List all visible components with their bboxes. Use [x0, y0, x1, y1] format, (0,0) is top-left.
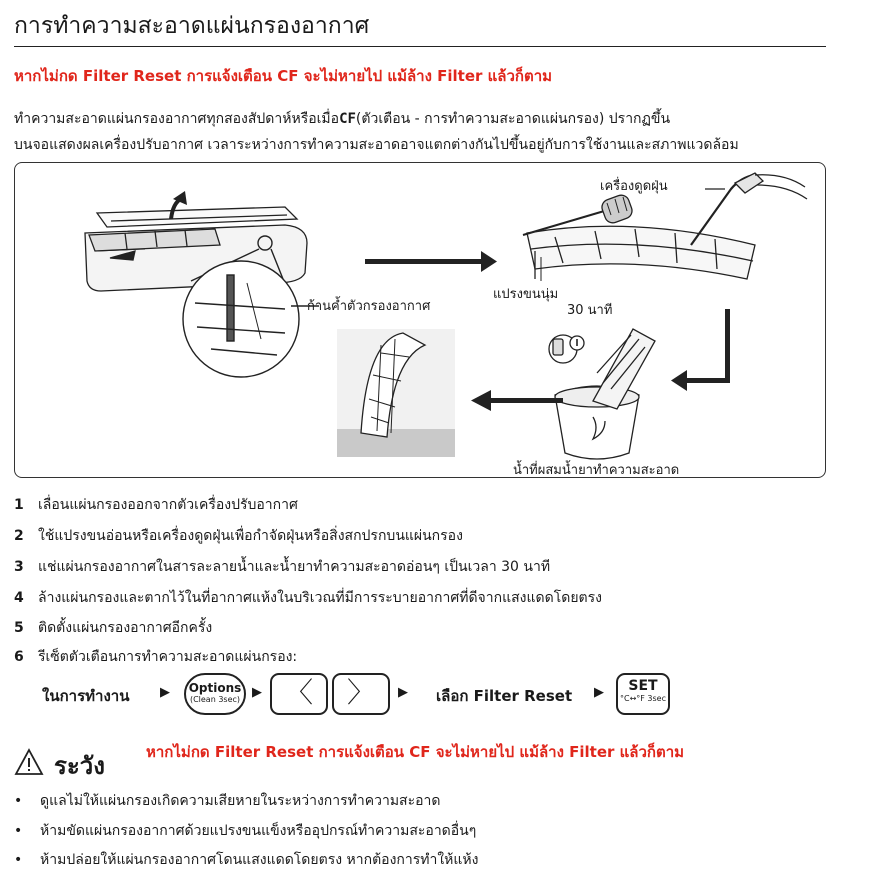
- filter-reset-sequence: [42, 672, 682, 716]
- support-arm-label: ก้านค้ำตัวกรองอากาศ: [307, 299, 431, 314]
- step-text: ล้างแผ่นกรองและตากไว้ในที่อากาศแห้งในบริเวณที่มีการระบายอากาศที่ดีจากแสงแดดโดยตรง: [38, 590, 602, 606]
- caution-item-text: ห้ามขัดแผ่นกรองอากาศด้วยแปรงขนแข็งหรืออุปกรณ์ทำความสะอาดอื่นๆ: [40, 823, 477, 839]
- step-text: ติดตั้งแผ่นกรองอากาศอีกครั้ง: [38, 620, 213, 636]
- left-button[interactable]: [270, 673, 328, 715]
- arrow-down-right-icon: [671, 309, 730, 391]
- options-button-label: Options: [188, 681, 242, 695]
- select-filter-reset-label: เลือก Filter Reset: [436, 687, 573, 705]
- caution-heading: ระวัง: [54, 751, 105, 780]
- step-number: 5: [14, 620, 24, 636]
- set-button-label: SET: [628, 678, 658, 694]
- options-button-sub: (Clean 3sec): [189, 695, 241, 704]
- step-item: [14, 587, 602, 609]
- chevron-right-icon: 〉: [346, 676, 375, 709]
- step-number: 2: [14, 528, 24, 544]
- bucket-soaking-illustration: [549, 329, 655, 459]
- play-arrow-icon: ▶: [160, 685, 170, 700]
- vacuum-label: เครื่องดูดฝุ่น: [600, 179, 668, 194]
- step-item: [14, 617, 212, 639]
- intro-text-part2: (ตัวเตือน - การทำความสะอาดแผ่นกรอง) ปรากฏขึ้น: [355, 111, 671, 127]
- intro-paragraph: [14, 106, 834, 158]
- during-operation-label: ในการทำงาน: [42, 687, 130, 705]
- chevron-left-icon: 〈: [284, 676, 313, 709]
- cleaning-figure: [14, 162, 826, 478]
- step-number: 6: [14, 649, 24, 665]
- arrow-left-icon: [471, 390, 563, 411]
- step-item: [14, 646, 297, 668]
- warning-triangle-icon: [14, 748, 44, 776]
- step-text: ใช้แปรงขนอ่อนหรือเครื่องดูดฝุ่นเพื่อกำจัดฝุ่นหรือสิ่งสกปรกบนแผ่นกรอง: [38, 528, 463, 544]
- arrow-right-icon: [365, 251, 497, 272]
- title-divider: [14, 46, 826, 47]
- step-item: [14, 494, 298, 516]
- caution-warning: หากไม่กด Filter Reset การแจ้งเตือน CF จะไม่หายไป แม้ล้าง Filter แล้วก็ตาม: [146, 743, 685, 761]
- cleaning-illustration: [15, 163, 826, 478]
- bullet-icon: •: [14, 823, 23, 839]
- list-item: [14, 820, 476, 842]
- step-text: รีเซ็ตตัวเตือนการทำความสะอาดแผ่นกรอง:: [38, 649, 298, 665]
- page-title: การทำความสะอาดแผ่นกรองอากาศ: [14, 13, 370, 39]
- soft-brush-label: แปรงขนนุ่ม: [493, 287, 559, 302]
- play-arrow-icon: ▶: [594, 685, 604, 700]
- step-number: 3: [14, 559, 24, 575]
- cf-code: CF: [339, 111, 356, 127]
- set-button-sub: °C↔°F 3sec: [619, 694, 666, 703]
- filter-reset-warning: หากไม่กด Filter Reset การแจ้งเตือน CF จะไม่หายไป แม้ล้าง Filter แล้วก็ตาม: [14, 67, 553, 85]
- set-button[interactable]: [616, 673, 670, 715]
- intro-text-line2: บนจอแสดงผลเครื่องปรับอากาศ เวลาระหว่างการทำความสะอาดอาจแตกต่างกันไปขึ้นอยู่กับการใช้งานและสภาพแวดล้อม: [14, 137, 739, 153]
- bullet-icon: •: [14, 852, 23, 868]
- soak-time-label: 30 นาที: [567, 303, 613, 318]
- drying-filter-illustration: [337, 329, 455, 457]
- step-text: แช่แผ่นกรองอากาศในสารละลายน้ำและน้ำยาทำความสะอาดอ่อนๆ เป็นเวลา 30 นาที: [38, 559, 551, 575]
- step-number: 1: [14, 497, 24, 513]
- detergent-water-label: น้ำที่ผสมน้ำยาทำความสะอาด: [513, 463, 680, 478]
- play-arrow-icon: ▶: [252, 685, 262, 700]
- list-item: [14, 849, 479, 871]
- intro-text-part1: ทำความสะอาดแผ่นกรองอากาศทุกสองสัปดาห์หรือเมื่อ: [14, 111, 340, 127]
- step-item: [14, 556, 550, 578]
- caution-item-text: ห้ามปล่อยให้แผ่นกรองอากาศโดนแสงแดดโดยตรง หากต้องการทำให้แห้ง: [40, 852, 479, 868]
- step-number: 4: [14, 590, 24, 606]
- step-item: [14, 525, 463, 547]
- bullet-icon: •: [14, 793, 23, 809]
- play-arrow-icon: ▶: [398, 685, 408, 700]
- step-text: เลื่อนแผ่นกรองออกจากตัวเครื่องปรับอากาศ: [38, 497, 298, 513]
- caution-item-text: ดูแลไม่ให้แผ่นกรองเกิดความเสียหายในระหว่างการทำความสะอาด: [40, 793, 441, 809]
- list-item: [14, 790, 440, 812]
- options-button[interactable]: [184, 673, 246, 715]
- right-button[interactable]: [332, 673, 390, 715]
